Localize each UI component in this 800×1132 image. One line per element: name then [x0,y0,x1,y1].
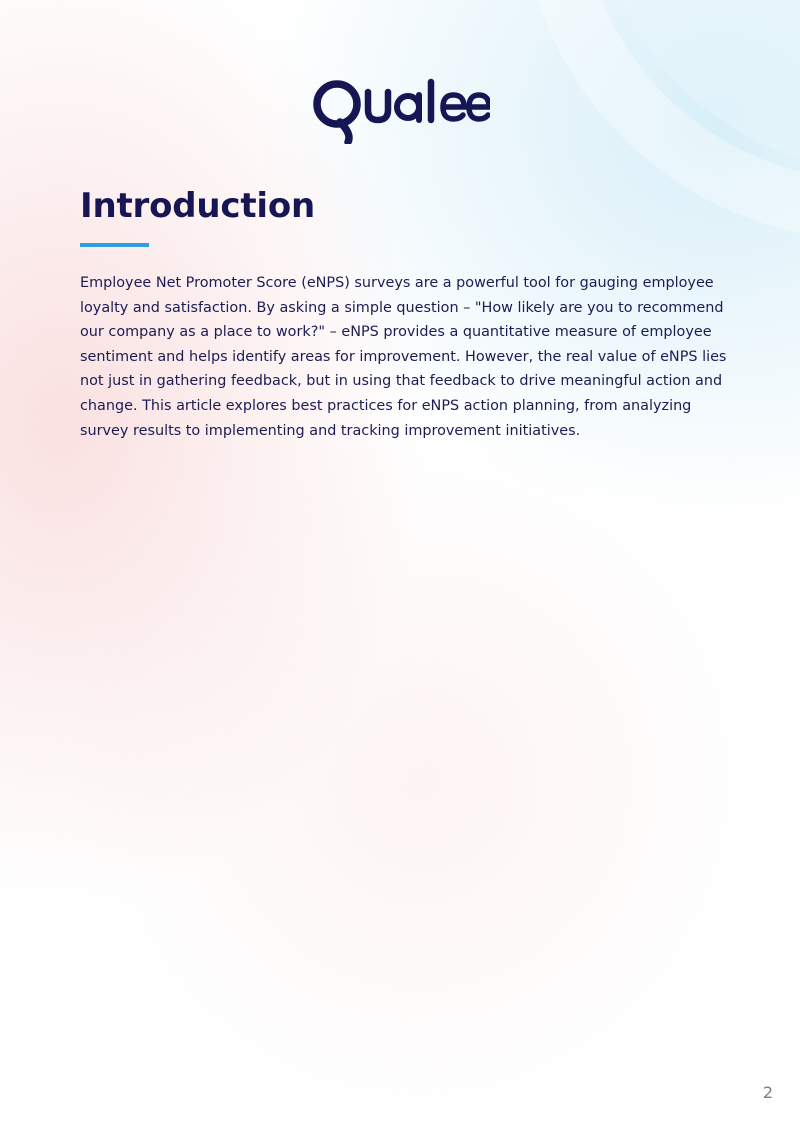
background-circle [600,0,800,170]
background-arc [520,0,800,240]
intro-paragraph: Employee Net Promoter Score (eNPS) surveys are a powerful tool for gauging employee loyalty and satisfaction. By asking a simple question – "How likely are you to recommend our company as a place to work?" – eNPS provides a quantitative measure of employee sentiment and helps identify areas for improvement. However, the real value of eNPS lies not just in gathering feedback, but in using that feedback to drive meaningful action and change. This article explores best practices for eNPS action planning, from analyzing survey results to implementing and tracking improvement initiatives. [80,275,727,439]
page-number: 2 [762,1083,773,1102]
section-title: Introduction [80,186,316,226]
qualee-logo [312,78,490,144]
title-underline [80,243,149,247]
